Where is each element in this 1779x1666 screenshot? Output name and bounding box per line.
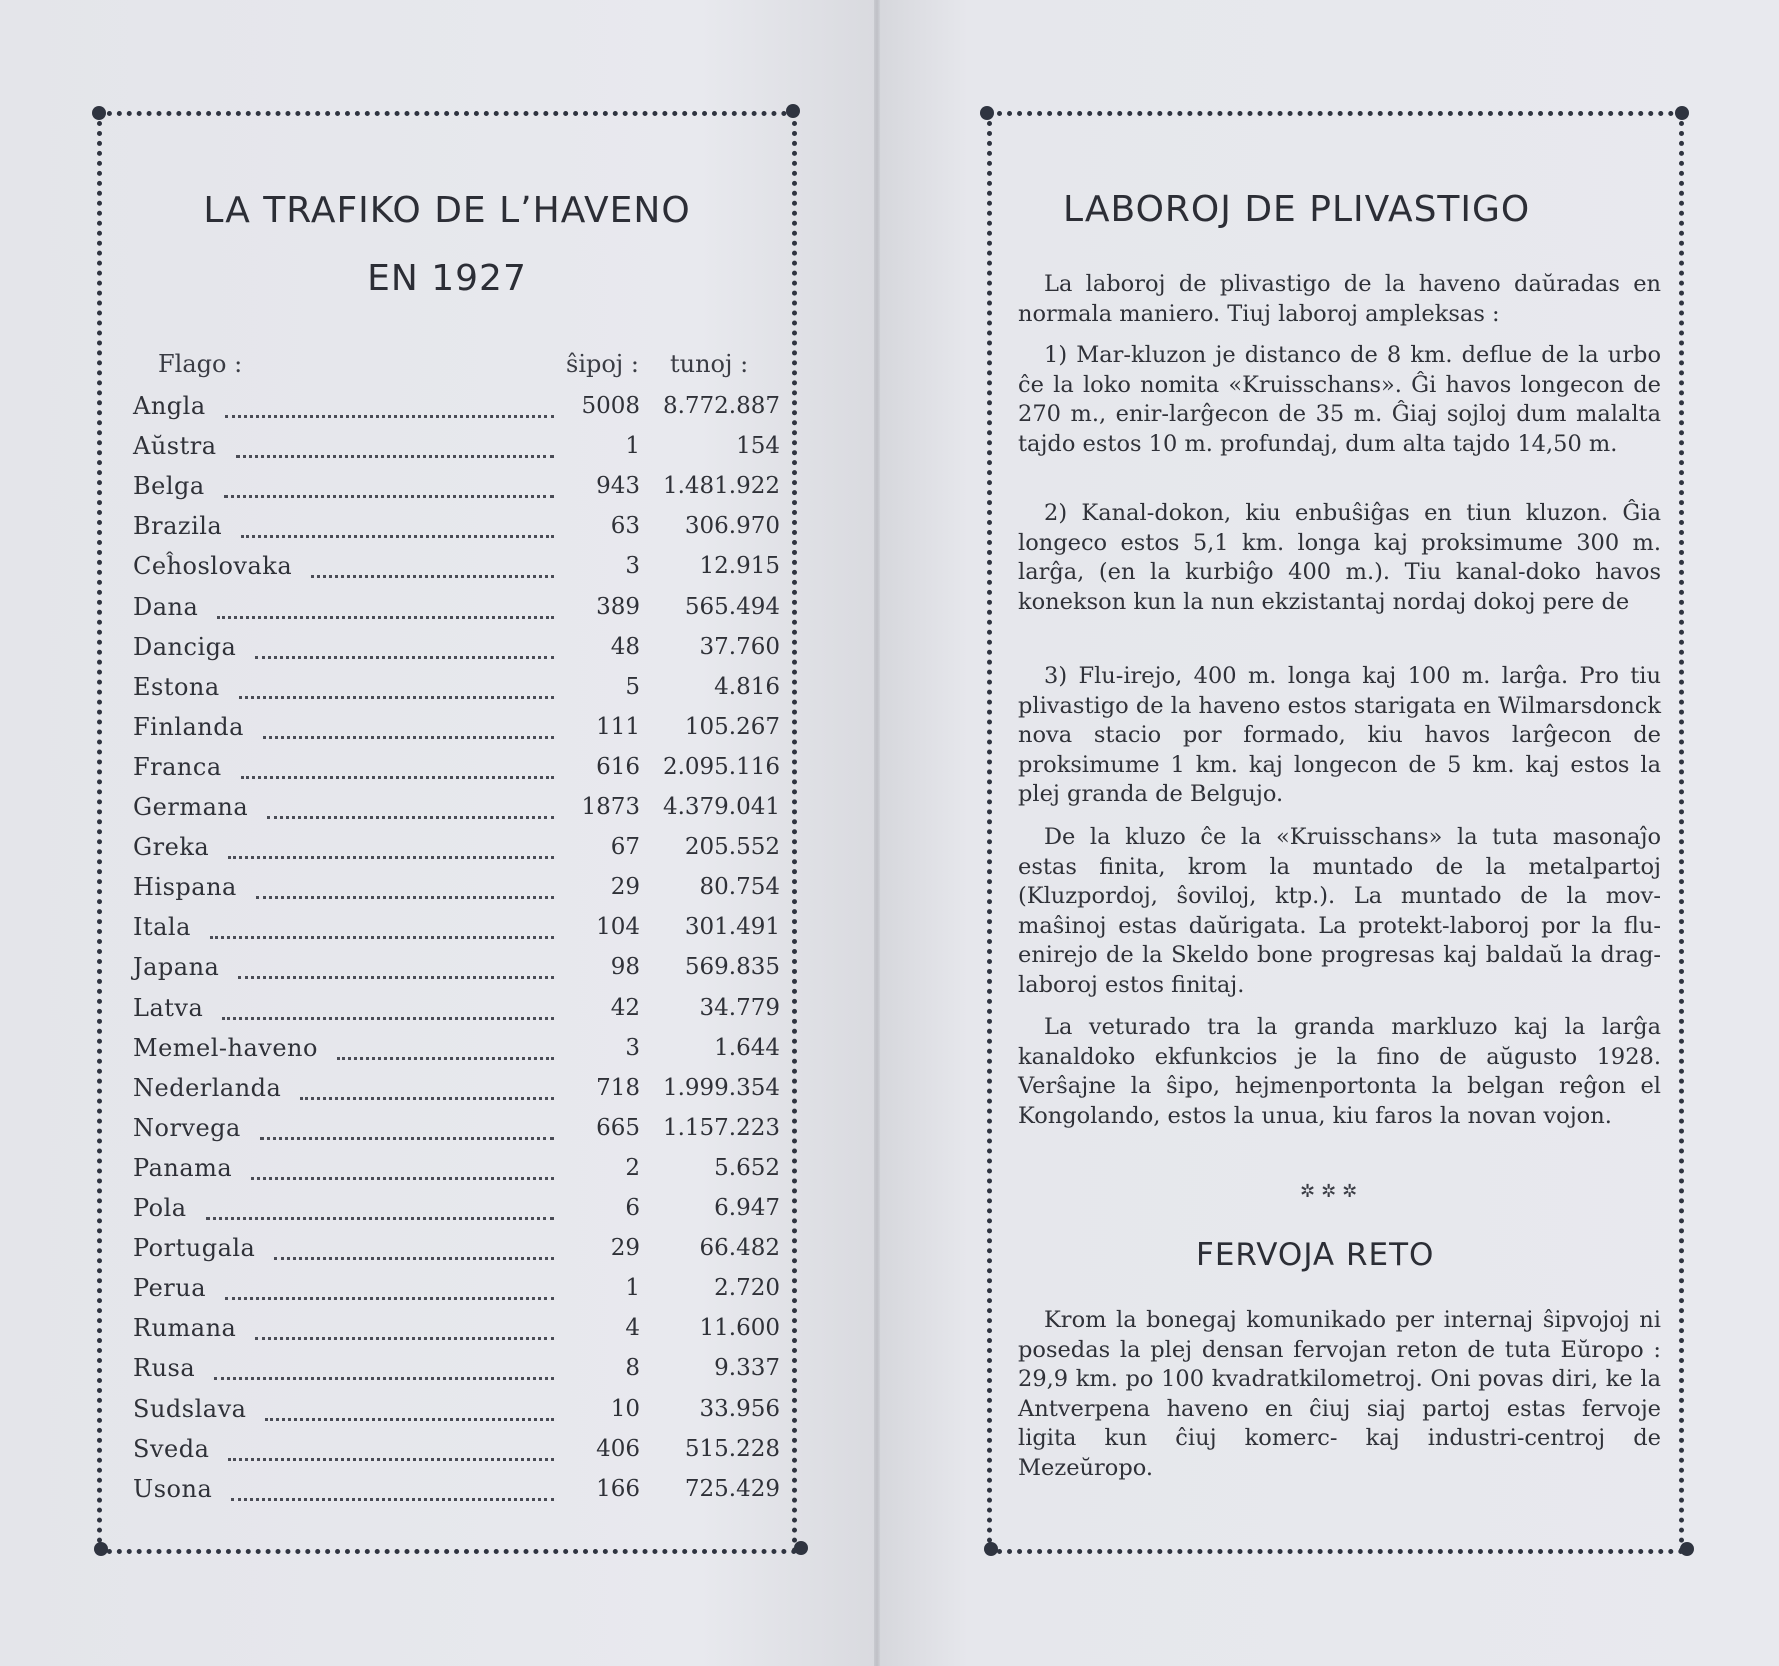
flag-name: Sveda (133, 1434, 210, 1463)
tonnage: 1.999.354 (662, 1074, 780, 1101)
table-row (130, 628, 780, 666)
ship-count: 943 (596, 473, 640, 500)
flag-name: Portugala (133, 1234, 256, 1263)
ship-count: 29 (610, 874, 640, 901)
ship-count: 1 (625, 433, 640, 460)
table-row (130, 1069, 780, 1107)
flag-name: Danciga (133, 632, 237, 661)
ship-count: 4 (625, 1315, 640, 1342)
leader-dots (241, 772, 554, 779)
traffic-title-line2: EN 1927 (367, 258, 527, 299)
corner-dot (794, 1541, 808, 1555)
leader-dots (255, 1333, 554, 1340)
ship-count: 5008 (581, 393, 640, 419)
tonnage: 105.267 (684, 713, 780, 740)
leader-dots (225, 411, 554, 418)
flag-name: Germana (133, 793, 249, 821)
flag-name: Usona (133, 1474, 213, 1503)
leader-dots (239, 692, 554, 699)
ship-count: 63 (610, 513, 640, 540)
tonnage: 5.652 (714, 1154, 780, 1181)
table-row (130, 588, 780, 626)
leader-dots (222, 1013, 554, 1020)
tonnage: 9.337 (714, 1355, 780, 1382)
table-row (130, 1349, 780, 1387)
leader-dots (228, 852, 554, 859)
leader-dots (311, 571, 554, 578)
leader-dots (300, 1093, 554, 1100)
tonnage: 4.816 (714, 673, 780, 700)
tonnage: 2.095.116 (662, 753, 780, 780)
leader-dots (263, 732, 554, 739)
flag-name: Japana (133, 953, 220, 982)
ship-count: 616 (596, 753, 640, 780)
table-row (130, 427, 780, 465)
leader-dots (265, 1414, 554, 1421)
ship-count: 665 (596, 1114, 640, 1141)
flag-name: Franca (133, 752, 222, 781)
header-tons: tunoj : (670, 350, 749, 378)
table-row (130, 1109, 780, 1147)
flag-name: Hispana (133, 873, 237, 902)
ship-count: 67 (610, 834, 640, 861)
leader-dots (224, 491, 554, 498)
table-row (130, 788, 780, 826)
tonnage: 1.157.223 (662, 1114, 780, 1141)
ship-count: 166 (596, 1475, 640, 1502)
tonnage: 306.970 (684, 513, 780, 540)
works-paragraph-3: 3) Flu-irejo, 400 m. longa kaj 100 m. larĝa. Pro tiu plivastigo de la haveno estos starigata en Wilmarsdonck nova stacio por formado, kiu havos larĝecon de proksimume 1 km. kaj longecon de 5 km. kaj estos la plej granda de Belgujo. (1018, 663, 1661, 807)
leader-dots (236, 451, 554, 458)
table-row (130, 989, 780, 1027)
tonnage: 8.772.887 (662, 393, 780, 419)
ship-count: 111 (596, 713, 640, 740)
table-row (130, 828, 780, 866)
flag-name: Angla (133, 392, 206, 420)
railway-title: FERVOJA RETO (1196, 1237, 1435, 1273)
section-separator: ✲✲✲ (1300, 1181, 1364, 1202)
works-intro-paragraph: La laboroj de plivastigo de la haveno daŭradas en normala maniero. Tiuj laboroj ampleksas : (1018, 271, 1661, 327)
leader-dots (217, 612, 554, 619)
table-row (130, 507, 780, 545)
leader-dots (337, 1053, 554, 1060)
corner-dot (1675, 106, 1689, 120)
ship-count: 98 (610, 954, 640, 981)
tonnage: 154 (736, 433, 780, 460)
flag-name: Memel-haveno (133, 1033, 318, 1062)
flag-name: Rumana (133, 1314, 237, 1343)
works-paragraph-4: De la kluzo ĉe la «Kruisschans» la tuta masonaĵo estas finita, krom la muntado de la metalpartoj (Kluzpordoj, ŝoviloj, ktp.). La muntado de la mov-maŝinoj estas daŭrigata. La protekt-laboroj por la flu-enirejo de la Skeldo bone progresas kaj baldaŭ la drag-laboroj estos finitaj. (1018, 824, 1661, 998)
tonnage: 2.720 (714, 1275, 780, 1302)
table-row (130, 1269, 780, 1307)
table-row (130, 1309, 780, 1347)
ship-count: 1 (625, 1275, 640, 1302)
ship-count: 389 (596, 593, 640, 620)
leader-dots (225, 1293, 554, 1300)
ship-count: 2 (625, 1154, 640, 1181)
tonnage: 80.754 (699, 874, 780, 901)
leader-dots (251, 1173, 554, 1180)
flag-name: Panama (133, 1153, 233, 1182)
ship-count: 3 (625, 553, 640, 580)
flag-name: Dana (133, 592, 199, 621)
tonnage: 515.228 (684, 1435, 780, 1462)
flag-name: Sudslava (133, 1394, 247, 1423)
page-fold (874, 0, 880, 1666)
table-row (130, 467, 780, 505)
leader-dots (228, 1454, 554, 1461)
tonnage: 4.379.041 (662, 794, 780, 820)
table-row (130, 1149, 780, 1187)
flag-name: Aŭstra (133, 432, 217, 461)
table-row (130, 748, 780, 786)
table-row (130, 1470, 780, 1508)
tonnage: 33.956 (699, 1395, 780, 1422)
leader-dots (241, 531, 554, 538)
ship-count: 3 (625, 1034, 640, 1061)
corner-dot (1680, 1542, 1694, 1556)
flag-name: Greka (133, 833, 210, 862)
ship-count: 5 (625, 673, 640, 700)
table-row (130, 868, 780, 906)
railway-paragraph: Krom la bonegaj komunikado per internaj ŝipvojoj ni posedas la plej densan fervojan reton de tuta Eŭropo : 29,9 km. po 100 kvadratkilometroj. Oni povas diri, ke la Antverpena haveno en ĉiuj siaj partoj estas fervoje ligita kun ĉiuj komerc- kaj industri-centroj de Mezeŭropo. (1018, 1307, 1661, 1481)
table-row (130, 1229, 780, 1267)
works-paragraph-5: La veturado tra la granda markluzo kaj la larĝa kanaldoko ekfunkcios je la fino de aŭgusto 1928. Verŝajne la ŝipo, hejmenportonta la belgan reĝon el Kongolando, estos la unua, kiu faros la novan vojon. (1018, 1014, 1661, 1129)
ship-count: 104 (596, 914, 640, 941)
tonnage: 205.552 (684, 834, 780, 861)
leader-dots (274, 1253, 554, 1260)
tonnage: 569.835 (684, 954, 780, 981)
works-title: LABOROJ DE PLIVASTIGO (1063, 189, 1531, 230)
leader-dots (210, 932, 554, 939)
table-row (130, 547, 780, 585)
leader-dots (238, 972, 554, 979)
corner-dot (786, 104, 800, 118)
ship-count: 48 (610, 633, 640, 660)
table-row (130, 1029, 780, 1067)
table-row (130, 1390, 780, 1428)
flag-name: Perua (133, 1274, 207, 1303)
flag-name: Ceĥoslovaka (133, 552, 293, 581)
tonnage: 34.779 (699, 994, 780, 1021)
ship-count: 10 (610, 1395, 640, 1422)
tonnage: 6.947 (714, 1195, 780, 1221)
flag-name: Norvega (133, 1113, 241, 1142)
ship-count: 8 (625, 1355, 640, 1382)
flag-name: Pola (133, 1194, 187, 1222)
table-row (130, 708, 780, 746)
ship-count: 6 (625, 1195, 640, 1221)
ship-count: 406 (596, 1435, 640, 1462)
flag-name: Belga (133, 472, 205, 501)
table-row (130, 668, 780, 706)
leader-dots (260, 1133, 554, 1140)
header-ships: ŝipoj : (566, 350, 639, 378)
flag-name: Estona (133, 672, 220, 701)
flag-name: Itala (133, 913, 191, 942)
table-row (130, 387, 780, 425)
header-flag: Flago : (158, 350, 243, 378)
tonnage: 66.482 (699, 1235, 780, 1262)
ship-count: 29 (610, 1235, 640, 1262)
tonnage: 1.644 (714, 1034, 780, 1061)
table-row (130, 948, 780, 986)
tonnage: 301.491 (684, 914, 780, 941)
leader-dots (214, 1373, 554, 1380)
flag-name: Rusa (133, 1354, 196, 1383)
corner-dot (92, 106, 106, 120)
leader-dots (255, 652, 554, 659)
leader-dots (256, 892, 554, 899)
table-row (130, 1430, 780, 1468)
corner-dot (980, 106, 994, 120)
corner-dot (984, 1542, 998, 1556)
ship-count: 42 (610, 994, 640, 1021)
flag-name: Latva (133, 993, 204, 1022)
table-row (130, 1189, 780, 1227)
flag-name: Finlanda (133, 712, 244, 741)
ship-count: 1873 (581, 794, 640, 820)
tonnage: 1.481.922 (662, 473, 780, 500)
tonnage: 11.600 (699, 1315, 780, 1342)
leader-dots (206, 1213, 554, 1220)
traffic-title-line1: LA TRAFIKO DE L’HAVENO (203, 190, 691, 231)
table-row (130, 908, 780, 946)
ship-count: 718 (596, 1074, 640, 1101)
leader-dots (231, 1494, 554, 1501)
tonnage: 725.429 (684, 1475, 780, 1502)
works-paragraph-1: 1) Mar-kluzon je distanco de 8 km. deflue de la urbo ĉe la loko nomita «Kruisschans». Ĝi havos longecon de 270 m., enir-larĝecon de 35 m. Ĝiaj sojloj dum malalta tajdo estos 10 m. profundaj, dum alta tajdo 14,50 m. (1018, 342, 1661, 457)
tonnage: 37.760 (699, 633, 780, 660)
flag-name: Brazila (133, 512, 223, 541)
tonnage: 565.494 (684, 593, 780, 620)
works-paragraph-2: 2) Kanal-dokon, kiu enbuŝiĝas en tiun kluzon. Ĝia longeco estos 5,1 km. longa kaj proksimume 300 m. larĝa, (en la kurbiĝo 400 m.). Tiu kanal-doko havos konekson kun la nun ekzistantaj nordaj dokoj pere de (1018, 500, 1661, 615)
flag-name: Nederlanda (133, 1073, 282, 1102)
corner-dot (94, 1542, 108, 1556)
leader-dots (267, 812, 554, 819)
tonnage: 12.915 (699, 553, 780, 580)
